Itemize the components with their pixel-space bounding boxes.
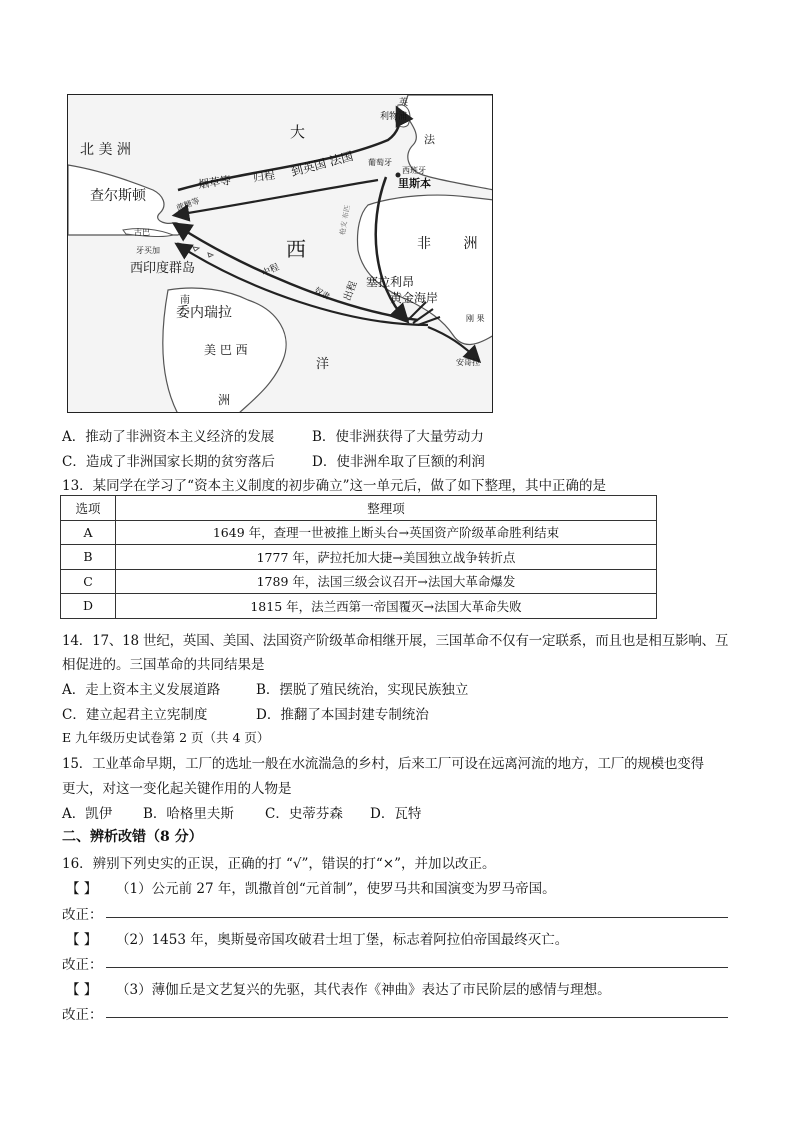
triangular-trade-map — [67, 94, 493, 413]
map-label-venezuela: 委内瑞拉 — [176, 305, 232, 321]
map-label-west-indies: 西印度群岛 — [130, 261, 196, 276]
q16-item3-text: （3）薄伽丘是文艺复兴的先驱，其代表作《神曲》表达了市民阶层的感情与理想。 — [116, 982, 611, 998]
q12-option-a: A．推动了非洲资本主义经济的发展 — [62, 429, 275, 445]
q16-instruction: 16．辨别下列史实的正误，正确的打 “√”，错误的打“×”，并加以改正。 — [62, 856, 496, 872]
q16-item3-answer-line[interactable] — [106, 1017, 728, 1018]
q13-row-c-text: 1789 年，法国三级会议召开→法国大革命爆发 — [116, 569, 657, 594]
q15-stem-line2: 更大，对这一变化起关键作用的人物是 — [62, 781, 292, 797]
q13-table — [60, 495, 657, 619]
map-label-cuba: 古巴 — [134, 228, 150, 237]
map-label-ocean: 洋 — [316, 357, 330, 372]
q14-option-b: B．摆脱了殖民统治，实现民族独立 — [256, 682, 469, 698]
q16-item1-answer-line[interactable] — [106, 917, 728, 918]
map-label-middle-passage: 中程 — [260, 262, 281, 280]
map-label-brazil: 美 巴 西 — [204, 343, 248, 357]
q16-item1-fix-label: 改正： — [62, 907, 103, 923]
map-label-north-america: 北 美 洲 — [80, 142, 131, 158]
map-label-slaves: 奴隶 — [312, 285, 332, 302]
map-label-sierra-leone: 塞拉利昂 — [366, 275, 415, 289]
map-label-gold-coast: 黄金海岸 — [390, 291, 439, 305]
q14-option-c: C．建立起君主立宪制度 — [62, 707, 208, 723]
q13-header-option: 选项 — [61, 496, 116, 521]
q16-item2-text: （2）1453 年，奥斯曼帝国攻破君士坦丁堡，标志着阿拉伯帝国最终灭亡。 — [116, 932, 569, 948]
q13-stem: 13．某同学在学习了“资本主义制度的初步确立”这一单元后，做了如下整理，其中正确的是 — [62, 478, 606, 494]
q15-option-a: A．凯伊 — [62, 806, 113, 822]
q16-item2-answer-line[interactable] — [106, 967, 728, 968]
map-label-to-england-france: 到英国 法国 — [289, 148, 355, 180]
map-label-tobacco: 烟草等 — [197, 173, 232, 192]
q16-item2-bracket[interactable]: 【 】 — [66, 932, 98, 948]
q13-row-b-label: B — [61, 545, 116, 570]
map-label-spain: 西班牙 — [402, 166, 426, 175]
map-label-outbound: 出程 — [342, 279, 360, 303]
map-label-xi: 西 — [286, 237, 306, 261]
q14-option-a: A．走上资本主义发展道路 — [62, 682, 221, 698]
map-label-portugal: 葡萄牙 — [368, 158, 392, 167]
map-label-jamaica: 牙买加 — [136, 246, 160, 255]
q12-option-d: D．使非洲牟取了巨额的利润 — [312, 454, 485, 470]
q15-option-d: D．瓦特 — [370, 806, 422, 822]
q15-option-c: C．史蒂芬森 — [265, 806, 343, 822]
q16-item3-bracket[interactable]: 【 】 — [66, 982, 98, 998]
q13-row-b-text: 1777 年，萨拉托加大捷→美国独立战争转折点 — [116, 545, 657, 570]
q13-header-item: 整理项 — [116, 496, 657, 521]
map-label-angola: 安哥拉 — [456, 358, 480, 367]
q16-item3-fix-label: 改正： — [62, 1007, 103, 1023]
q12-option-c: C．造成了非洲国家长期的贫穷落后 — [62, 454, 275, 470]
q13-row-d-label: D — [61, 594, 116, 619]
map-label-zhou: 洲 — [218, 393, 231, 407]
map-label-south: 南 — [180, 295, 190, 306]
q16-item1-bracket[interactable]: 【 】 — [66, 881, 98, 897]
map-label-africa: 非 洲 — [417, 236, 478, 252]
map-label-lisbon: 里斯本 — [398, 177, 431, 190]
q12-option-b: B．使非洲获得了大量劳动力 — [312, 429, 484, 445]
section-two-title: 二、辨析改错（8 分） — [62, 829, 203, 845]
q13-row-a-text: 1649 年，查理一世被推上断头台→英国资产阶级革命胜利结束 — [116, 520, 657, 545]
map-label-da: 大 — [290, 123, 306, 141]
q14-option-d: D．推翻了本国封建专制统治 — [256, 707, 429, 723]
page-footer: E 九年级历史试卷第 2 页（共 4 页） — [62, 730, 270, 745]
q13-row-d-text: 1815 年，法兰西第一帝国覆灭→法国大革命失败 — [116, 594, 657, 619]
q15-stem-line1: 15．工业革命早期，工厂的选址一般在水流湍急的乡村，后来工厂可设在远离河流的地方，工厂的规模也变得 — [62, 756, 704, 772]
q13-row-a-label: A — [61, 520, 116, 545]
q14-stem-line2: 相促进的。三国革命的共同结果是 — [62, 657, 265, 673]
map-label-liverpool: 利物浦 — [380, 112, 408, 122]
map-label-return-trip: 归程 — [252, 168, 276, 185]
map-label-congo: 刚 果 — [466, 314, 485, 323]
q14-stem-line1: 14．17、18 世纪，英国、美国、法国资产阶级革命相继开展，三国革命不仅有一定联系，而且也是相互影响、互 — [62, 633, 729, 649]
map-label-goods: 枪支 布匹 — [338, 204, 352, 236]
map-label-charleston: 查尔斯顿 — [90, 188, 146, 204]
q13-row-c-label: C — [61, 569, 116, 594]
q15-option-b: B．哈格里夫斯 — [143, 806, 234, 822]
map-label-france: 法 — [424, 133, 435, 146]
q16-item2-fix-label: 改正： — [62, 957, 103, 973]
map-label-england: 英 — [399, 98, 409, 108]
q16-item1-text: （1）公元前 27 年，凯撒首创“元首制”，使罗马共和国演变为罗马帝国。 — [116, 881, 556, 897]
map-label-sugarcane: 蔗糖等 — [175, 196, 201, 213]
